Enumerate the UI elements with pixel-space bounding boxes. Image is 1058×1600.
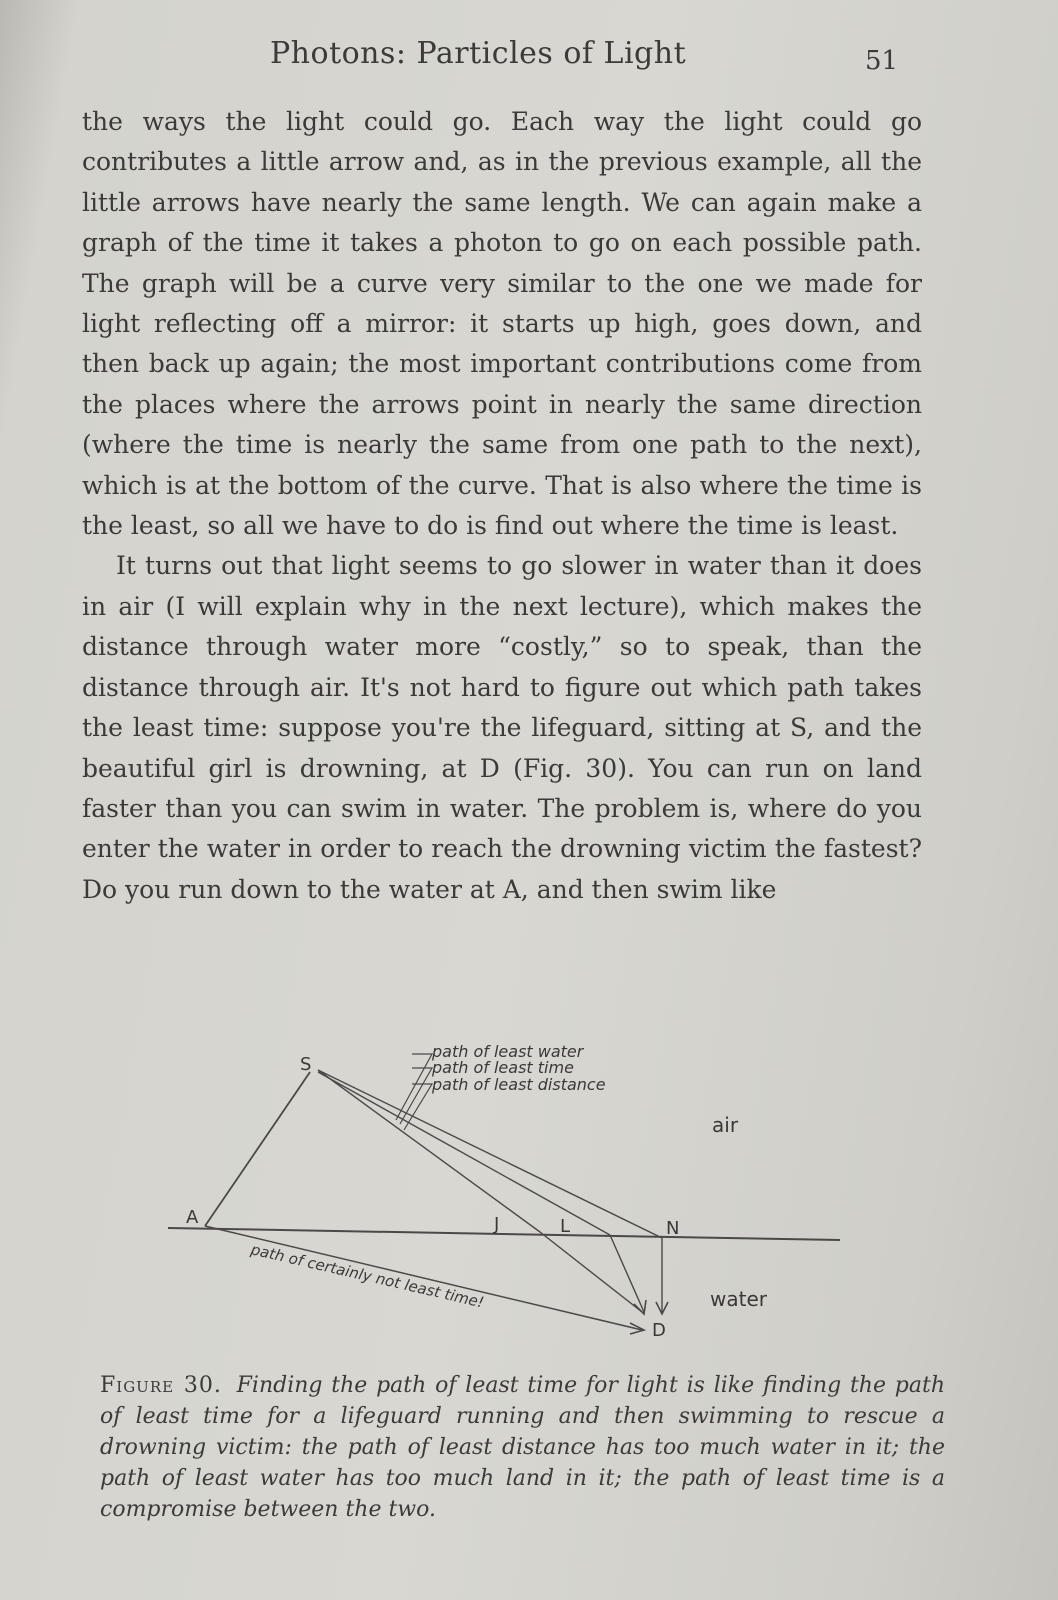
paragraph-2: It turns out that light seems to go slower in water than it does in air (I will explain why in the next lecture), which makes the distance through water more “costly,” so to speak, than the distance through air. It's not hard to figure out which path takes the least time: suppose you're the lifeguard, sitting at S, and the beautiful girl is drowning, at D (Fig. 30). You can run on land faster than you can swim in water. The problem is, where do you enter the water in order to reach the drowning victim the fastest? Do you run down to the water at A, and then swim like xyxy=(82,551,922,904)
label-path-least-water: path of least water xyxy=(432,1042,584,1061)
path-s-to-a xyxy=(205,1072,310,1226)
label-water: water xyxy=(710,1287,767,1311)
label-point-d: D xyxy=(652,1320,666,1341)
path-least-time-land xyxy=(318,1072,610,1235)
leader-least-time xyxy=(400,1068,432,1124)
label-path-least-distance: path of least distance xyxy=(432,1075,606,1094)
figure-30-diagram xyxy=(150,1040,870,1380)
label-path-least-time: path of least time xyxy=(432,1058,574,1077)
paragraph-1: the ways the light could go. Each way the light could go contributes a little arrow and, as in the previous example, all the little arrows have nearly the same length. We can again make a graph of the time it takes a photon to go on each possible path. The graph will be a curve very similar to the one we made for light reflecting off a mirror: it starts up high, goes down, and then back up again; the most important contributions come from the places where the arrows point in nearly the same direction (where the time is nearly the same from one path to the next), which is at the bottom of the curve. That is also where the time is the least, so all we have to do is find out where the time is least. xyxy=(82,107,922,541)
label-point-l: L xyxy=(560,1216,571,1237)
figure-caption-label: Figure 30. xyxy=(100,1373,222,1398)
figure-caption-text: Finding the path of least time for light is like finding the path of least time for a lifeguard running and then swimming to rescue a drowning victim: the path of least distance has too much water in it; the path of least water has too much land in it; the path of least time is a compromise between the two. xyxy=(100,1373,945,1522)
label-point-j: J xyxy=(494,1214,500,1235)
label-path-certainly-not: path of certainly not least time! xyxy=(249,1240,486,1312)
figure-caption xyxy=(100,1370,945,1525)
shoreline xyxy=(168,1228,840,1240)
path-least-distance-land xyxy=(318,1070,540,1232)
label-point-a: A xyxy=(186,1207,199,1228)
path-a-to-d xyxy=(205,1226,642,1330)
body-text xyxy=(82,102,922,910)
running-title: Photons: Particles of Light xyxy=(270,36,687,71)
page-number: 51 xyxy=(865,46,899,76)
path-least-water-land xyxy=(318,1070,662,1238)
leader-least-water xyxy=(396,1054,432,1120)
figure-30 xyxy=(150,1040,870,1380)
label-point-n: N xyxy=(666,1218,680,1239)
label-air: air xyxy=(712,1113,739,1137)
label-point-s: S xyxy=(300,1054,312,1075)
